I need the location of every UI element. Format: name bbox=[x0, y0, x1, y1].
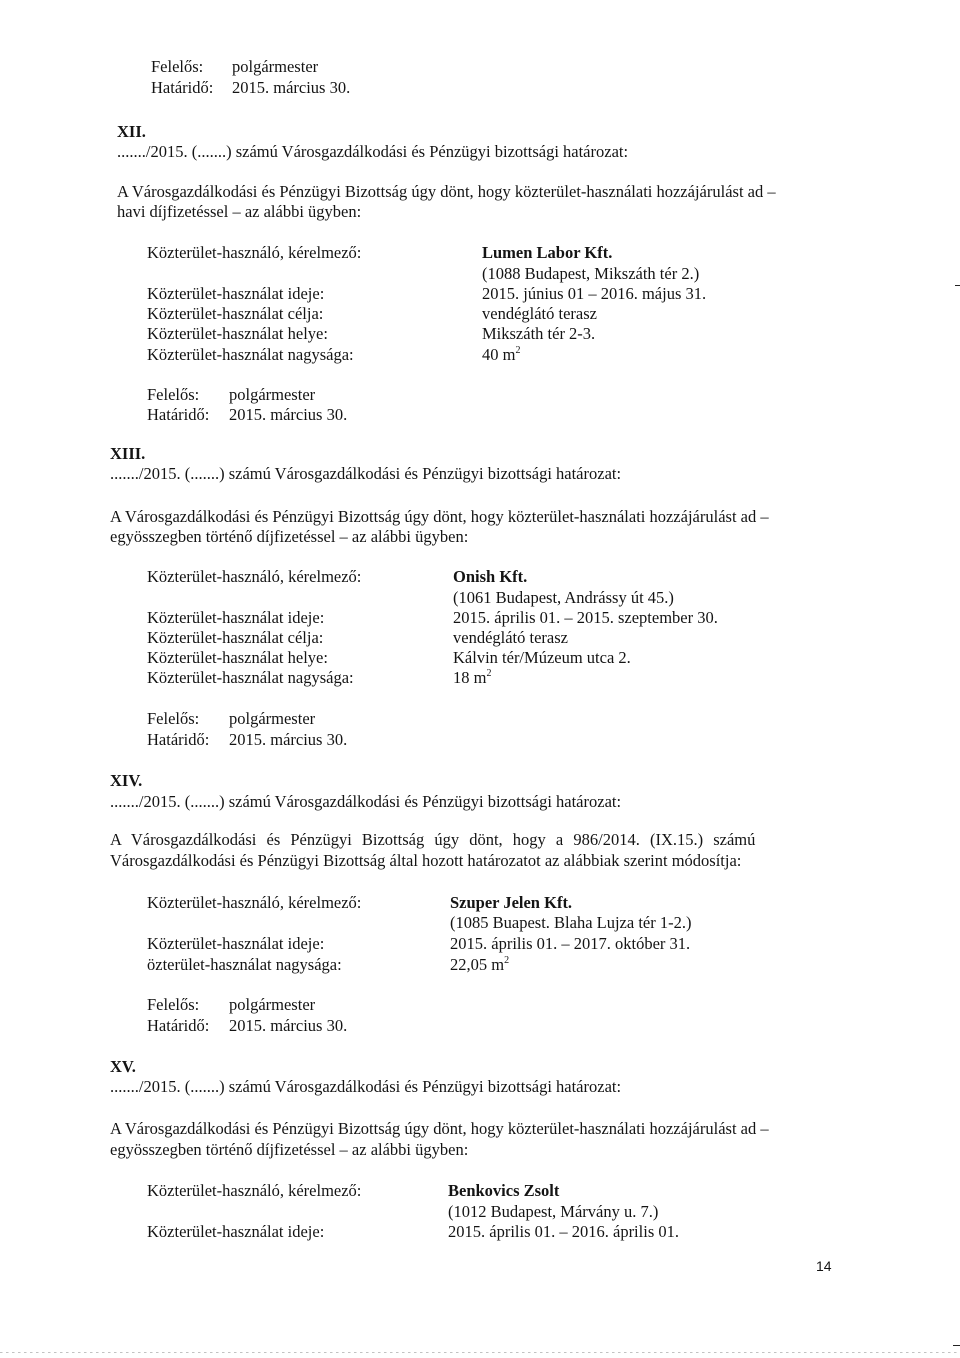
section-numeral: XII. bbox=[117, 122, 146, 141]
area-value: 18 m bbox=[453, 668, 487, 687]
resolution-heading: ......./2015. (.......) számú Városgazdálkodási és Pénzügyi bizottsági határozat: bbox=[117, 142, 629, 161]
field-label: Közterület-használó, kérelmező: bbox=[147, 567, 362, 586]
resolution-heading: ......./2015. (.......) számú Városgazdálkodási és Pénzügyi bizottsági határozat: bbox=[110, 792, 622, 811]
scan-edge-mark bbox=[953, 1345, 960, 1346]
top-responsible-value: polgármester bbox=[232, 57, 319, 76]
field-label: Közterület-használat nagysága: bbox=[147, 668, 354, 687]
resolution-intro-line: Városgazdálkodási és Pénzügyi Bizottság által hozott határozatot az alábbiak szerint módosítja: bbox=[110, 851, 742, 870]
section-numeral: XIV. bbox=[110, 771, 143, 790]
area-unit-exponent: 2 bbox=[515, 345, 521, 356]
area-value: 22,05 m bbox=[450, 955, 505, 974]
field-label: Közterület-használat helye: bbox=[147, 648, 328, 667]
field-value: (1012 Budapest, Márvány u. 7.) bbox=[448, 1202, 659, 1221]
top-deadline-value: 2015. március 30. bbox=[232, 78, 351, 97]
field-label: Közterület-használat ideje: bbox=[147, 934, 325, 953]
field-value: (1061 Budapest, Andrássy út 45.) bbox=[453, 588, 674, 607]
deadline-value: 2015. március 30. bbox=[229, 405, 348, 424]
resolution-intro-line: A Városgazdálkodási és Pénzügyi Bizottság úgy dönt, hogy a 986/2014. (IX.15.) számú bbox=[110, 830, 756, 849]
field-label: Közterület-használat ideje: bbox=[147, 1222, 325, 1241]
field-label: Közterület-használat ideje: bbox=[147, 284, 325, 303]
field-value-area bbox=[450, 955, 509, 975]
page-number: 14 bbox=[816, 1258, 832, 1274]
field-value: Lumen Labor Kft. bbox=[482, 243, 613, 262]
field-value: 2015. április 01. – 2017. október 31. bbox=[450, 934, 691, 953]
field-value: Benkovics Zsolt bbox=[448, 1181, 560, 1200]
field-value: Kálvin tér/Múzeum utca 2. bbox=[453, 648, 631, 667]
field-value: vendéglátó terasz bbox=[482, 304, 597, 323]
field-value: Szuper Jelen Kft. bbox=[450, 893, 573, 912]
responsible-label: Felelős: bbox=[147, 385, 200, 404]
field-value: Onish Kft. bbox=[453, 567, 528, 586]
deadline-label: Határidő: bbox=[147, 405, 210, 424]
scan-edge-mark bbox=[955, 285, 960, 286]
field-label: Közterület-használat helye: bbox=[147, 324, 328, 343]
field-label: Közterület-használó, kérelmező: bbox=[147, 243, 362, 262]
resolution-heading: ......./2015. (.......) számú Városgazdálkodási és Pénzügyi bizottsági határozat: bbox=[110, 1077, 622, 1096]
resolution-intro-line: egyösszegben történő díjfizetéssel – az alábbi ügyben: bbox=[110, 527, 469, 546]
top-deadline-label: Határidő: bbox=[151, 78, 214, 97]
responsible-label: Felelős: bbox=[147, 709, 200, 728]
field-value: 2015. április 01. – 2015. szeptember 30. bbox=[453, 608, 718, 627]
field-value: 2015. június 01 – 2016. május 31. bbox=[482, 284, 707, 303]
section-numeral: XIII. bbox=[110, 444, 146, 463]
field-label: özterület-használat nagysága: bbox=[147, 955, 342, 974]
area-unit-exponent: 2 bbox=[486, 668, 492, 679]
field-value-area bbox=[453, 668, 491, 688]
deadline-label: Határidő: bbox=[147, 730, 210, 749]
field-value: (1085 Buapest. Blaha Lujza tér 1-2.) bbox=[450, 913, 692, 932]
field-label: Közterület-használó, kérelmező: bbox=[147, 893, 362, 912]
field-value: vendéglátó terasz bbox=[453, 628, 568, 647]
field-label: Közterület-használat nagysága: bbox=[147, 345, 354, 364]
field-label: Közterület-használat célja: bbox=[147, 304, 324, 323]
scan-bottom-dots bbox=[0, 1352, 960, 1353]
field-label: Közterület-használó, kérelmező: bbox=[147, 1181, 362, 1200]
deadline-label: Határidő: bbox=[147, 1016, 210, 1035]
responsible-label: Felelős: bbox=[147, 995, 200, 1014]
responsible-value: polgármester bbox=[229, 995, 316, 1014]
deadline-value: 2015. március 30. bbox=[229, 730, 348, 749]
resolution-intro-line: A Városgazdálkodási és Pénzügyi Bizottság úgy dönt, hogy közterület-használati hozzájárulást ad – bbox=[117, 182, 776, 201]
field-label: Közterület-használat célja: bbox=[147, 628, 324, 647]
section-numeral: XV. bbox=[110, 1057, 136, 1076]
area-value: 40 m bbox=[482, 345, 516, 364]
responsible-value: polgármester bbox=[229, 385, 316, 404]
resolution-intro-line: A Városgazdálkodási és Pénzügyi Bizottság úgy dönt, hogy közterület-használati hozzájárulást ad – bbox=[110, 507, 769, 526]
field-value-area bbox=[482, 345, 520, 365]
resolution-intro-line: havi díjfizetéssel – az alábbi ügyben: bbox=[117, 202, 362, 221]
deadline-value: 2015. március 30. bbox=[229, 1016, 348, 1035]
area-unit-exponent: 2 bbox=[504, 955, 510, 966]
resolution-intro-line: egyösszegben történő díjfizetéssel – az alábbi ügyben: bbox=[110, 1140, 469, 1159]
field-value: Mikszáth tér 2-3. bbox=[482, 324, 596, 343]
top-responsible-label: Felelős: bbox=[151, 57, 204, 76]
field-value: 2015. április 01. – 2016. április 01. bbox=[448, 1222, 679, 1241]
resolution-intro-line: A Városgazdálkodási és Pénzügyi Bizottság úgy dönt, hogy közterület-használati hozzájárulást ad – bbox=[110, 1119, 769, 1138]
responsible-value: polgármester bbox=[229, 709, 316, 728]
field-value: (1088 Budapest, Mikszáth tér 2.) bbox=[482, 264, 700, 283]
field-label: Közterület-használat ideje: bbox=[147, 608, 325, 627]
resolution-heading: ......./2015. (.......) számú Városgazdálkodási és Pénzügyi bizottsági határozat: bbox=[110, 464, 622, 483]
